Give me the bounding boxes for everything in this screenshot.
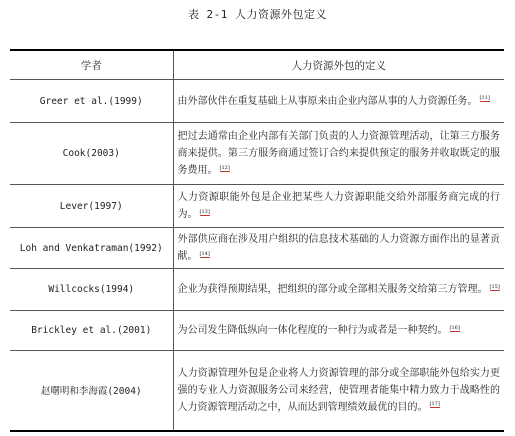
scholar-cell: Loh and Venkatraman(1992)	[10, 228, 173, 269]
citation-mark[interactable]: [17]	[429, 401, 440, 408]
definition-text: 由外部伙伴在重复基础上从事原来由企业内部从事的人力资源任务。	[177, 95, 478, 107]
table-row	[10, 185, 504, 228]
scholar-cell: Cook(2003)	[10, 123, 173, 185]
citation-mark[interactable]: [13]	[199, 208, 210, 215]
citation-mark[interactable]: [14]	[199, 250, 210, 257]
definition-text: 为公司发生降低纵向一体化程度的一种行为或者是一种契约。	[177, 325, 448, 336]
hr-outsourcing-definitions-table	[10, 49, 504, 432]
definition-cell	[173, 351, 504, 431]
table-row	[10, 269, 504, 311]
citation-mark[interactable]: [15]	[489, 283, 500, 290]
definition-cell	[173, 228, 504, 269]
table-row	[10, 80, 504, 123]
table-header-row	[10, 50, 504, 80]
scholar-cell: Willcocks(1994)	[10, 269, 173, 311]
definition-cell	[173, 80, 504, 123]
citation-mark[interactable]: [16]	[449, 324, 460, 331]
scholar-cell: Greer et al.(1999)	[10, 80, 173, 123]
header-scholar: 学者	[10, 50, 173, 80]
citation-mark[interactable]: [12]	[219, 164, 230, 171]
header-definition: 人力资源外包的定义	[173, 50, 504, 80]
definition-cell	[173, 269, 504, 311]
definition-text: 人力资源管理外包是企业将人力资源管理的部分或全部职能外包给实力更强的专业人力资源服务公司来经营，使管理者能集中精力致力于战略性的人力资源管理活动之中，从而达到管理绩效最优的目的。	[177, 367, 500, 413]
citation-mark[interactable]: [11]	[479, 95, 490, 102]
table-row	[10, 351, 504, 431]
table-row	[10, 123, 504, 185]
scholar-cell: Lever(1997)	[10, 185, 173, 228]
definition-text: 把过去通常由企业内部有关部门负责的人力资源管理活动，让第三方服务商来提供。第三方服务商通过签订合约来提供预定的服务并收取既定的服务费用。	[177, 131, 500, 176]
definition-cell	[173, 311, 504, 351]
table-caption: 表 2-1 人力资源外包定义	[187, 8, 328, 21]
scholar-cell: Brickley et al.(2001)	[10, 311, 173, 351]
definition-text: 外部供应商在涉及用户组织的信息技术基础的人力资源方面作出的显著贡献。	[177, 234, 500, 262]
table-row	[10, 228, 504, 269]
table-row	[10, 311, 504, 351]
definition-cell	[173, 185, 504, 228]
scholar-cell: 赵曙明和李海霞(2004)	[10, 351, 173, 431]
definition-text: 人力资源职能外包是企业把某些人力资源职能交给外部服务商完成的行为。	[177, 192, 500, 220]
definition-cell	[173, 123, 504, 185]
definition-text: 企业为获得预期结果，把组织的部分或全部相关服务交给第三方管理。	[177, 284, 488, 295]
